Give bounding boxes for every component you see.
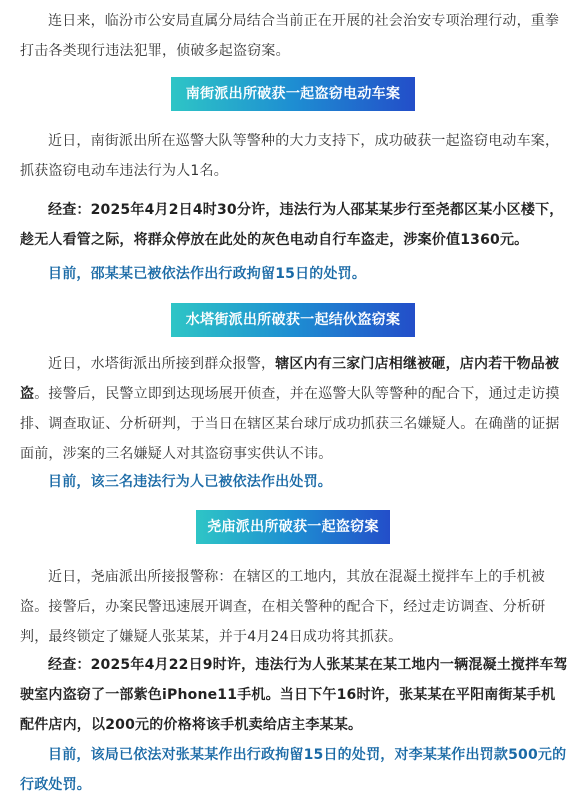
section-title-banner-shuita: 水塔街派出所破获一起结伙盗窃案	[171, 303, 415, 337]
shuita-result: 目前，该三名违法行为人已被依法作出处罚。	[48, 474, 332, 490]
nanjie-paragraph-1: 近日，南街派出所在巡警大队等警种的大力支持下，成功破获一起盗窃电动车案，抓获盗窃电动车违法行为人1名。	[20, 133, 560, 179]
nanjie-result: 目前，邵某某已被依法作出行政拘留15日的处罚。	[48, 266, 367, 282]
shuita-paragraph-1-a: 近日，水塔街派出所接到群众报警，	[48, 356, 276, 372]
yaomiao-result: 目前，该局已依法对张某某作出行政拘留15日的处罚，对李某某作出罚款500元的行政处罚。	[20, 747, 567, 793]
section-title-banner-yaomiao: 尧庙派出所破获一起盗窃案	[196, 510, 390, 544]
shuita-paragraph-1	[20, 349, 568, 469]
intro-paragraph: 连日来，临汾市公安局直属分局结合当前正在开展的社会治安专项治理行动，重拳打击各类现行违法犯罪，侦破多起盗窃案。	[20, 13, 560, 59]
shuita-paragraph-1-bold: 辖区内有三家门店相继被砸，店内若干物品被盗	[20, 356, 560, 402]
yaomiao-paragraph-1: 近日，尧庙派出所接报警称：在辖区的工地内，其放在混凝土搅拌车上的手机被盗。接警后，办案民警迅速展开调查，在相关警种的配合下，经过走访调查、分析研判，最终锁定了嫌疑人张某某，并于4月24日成功将其抓获。	[20, 569, 546, 645]
section-title-banner-nanjie: 南街派出所破获一起盗窃电动车案	[171, 77, 415, 111]
shuita-paragraph-1-c: 。接警后，民警立即到达现场展开侦查，并在巡警大队等警种的配合下，通过走访摸排、调查取证、分析研判，于当日在辖区某台球厅成功抓获三名嫌疑人。在确凿的证据面前，涉案的三名嫌疑人对其盗窃事实供认不讳。	[20, 386, 560, 462]
yaomiao-paragraph-2: 经查：2025年4月22日9时许，违法行为人张某某在某工地内一辆混凝土搅拌车驾驶室内盗窃了一部紫色iPhone11手机。当日下午16时许，张某某在平阳南街某手机配件店内，以200元的价格将该手机卖给店主李某某。	[20, 657, 568, 733]
nanjie-paragraph-2: 经查：2025年4月2日4时30分许，违法行为人邵某某步行至尧都区某小区楼下，趁无人看管之际，将群众停放在此处的灰色电动自行车盗走，涉案价值1360元。	[20, 202, 564, 248]
